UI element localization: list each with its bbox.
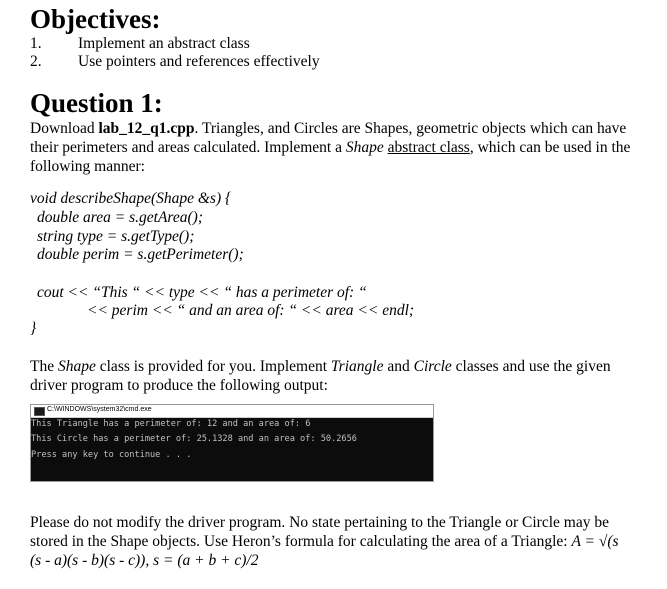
objective-text: Use pointers and references effectively (78, 53, 320, 70)
shape-term: Shape (57, 358, 96, 375)
intro-text: Download (30, 120, 99, 137)
console-title-bar (31, 405, 433, 418)
intro-line-1 (30, 119, 626, 138)
objectives-heading: Objectives: (30, 4, 161, 34)
para3-line-1: Please do not modify the driver program. No state pertaining to the Triangle or Circle may be (30, 514, 609, 531)
intro-line-2 (30, 138, 630, 157)
para2-line-2: driver program to produce the following output: (30, 377, 328, 394)
para3-line-2 (30, 532, 619, 551)
code-line: double area = s.getArea(); (37, 209, 203, 226)
intro-text: their perimeters and areas calculated. Implement a (30, 139, 346, 156)
console-output-line: This Triangle has a perimeter of: 12 and an area of: 6 (31, 419, 311, 429)
objective-text: Implement an abstract class (78, 35, 250, 52)
para2-text: classes and use the given (451, 358, 611, 375)
code-line: << perim << “ and an area of: “ << area << endl; (87, 302, 415, 319)
filename: lab_12_q1.cpp (98, 120, 195, 137)
console-title: C:\WINDOWS\system32\cmd.exe (47, 406, 152, 413)
question-heading: Question 1: (30, 88, 163, 118)
para2-line-1 (30, 357, 611, 376)
intro-text: , which can be used in the (469, 139, 631, 156)
cmd-icon (34, 407, 45, 416)
shape-term: Shape (345, 139, 384, 156)
objective-number: 1. (30, 35, 42, 52)
console-window (30, 404, 434, 482)
intro-line-3: following manner: (30, 158, 145, 175)
heron-formula-end: (s - a)(s - b)(s - c)), s = (a + b + c)/2 (30, 552, 259, 569)
console-output-line: This Circle has a perimeter of: 25.1328 and an area of: 50.2656 (31, 434, 357, 444)
triangle-term: Triangle (330, 358, 384, 375)
circle-term: Circle (413, 358, 452, 375)
para2-text: and (383, 358, 414, 375)
para2-text: class is provided for you. Implement (95, 358, 331, 375)
para2-text: The (30, 358, 58, 375)
console-output-line: Press any key to continue . . . (31, 450, 192, 460)
code-line: } (30, 320, 37, 337)
intro-text: . Triangles, and Circles are Shapes, geometric objects which can have (194, 120, 627, 137)
code-line: string type = s.getType(); (37, 228, 195, 245)
code-line: double perim = s.getPerimeter(); (37, 246, 244, 263)
objective-number: 2. (30, 53, 42, 70)
abstract-class-link: abstract class (387, 139, 470, 156)
code-line: cout << “This “ << type << “ has a perimeter of: “ (37, 284, 367, 301)
code-line: void describeShape(Shape &s) { (30, 190, 232, 207)
para3-text: stored in the Shape objects. Use Heron’s formula for calculating the area of a Triangle: (30, 533, 572, 550)
heron-formula-start: A = √(s (571, 533, 619, 550)
